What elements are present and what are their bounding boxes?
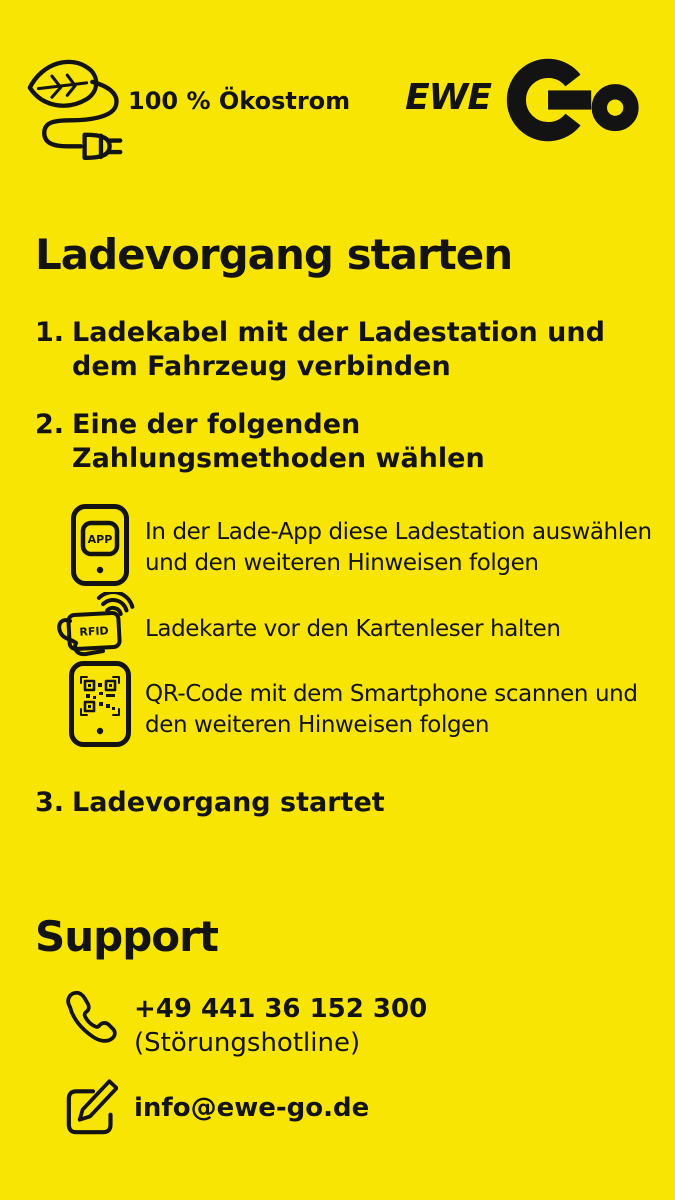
step-3-number: 3. [35, 787, 65, 818]
green-energy-leaf-plug-icon [25, 48, 125, 160]
step-1-text: Ladekabel mit der Ladestation und dem Fahrzeug verbinden [72, 317, 605, 382]
qr-phone-icon [68, 660, 132, 748]
email-compose-icon [58, 1078, 118, 1138]
step-2-text: Eine der folgenden Zahlungsmethoden wählen [72, 409, 485, 474]
logo-ewe-text: EWE [405, 76, 491, 118]
eco-power-label: 100 % Ökostrom [128, 87, 351, 115]
phone-label: (Störungshotline) [134, 1028, 361, 1058]
phone-number: +49 441 36 152 300 [134, 994, 428, 1024]
payment-method-app-text: In der Lade-App diese Ladestation auswählen und den weiteren Hinweisen folgen [145, 519, 652, 576]
rfid-card-icon [55, 592, 147, 658]
ewe-go-logo [405, 52, 642, 148]
support-title: Support [35, 912, 218, 961]
logo-go-mark [503, 52, 642, 148]
page-title: Ladevorgang starten [35, 230, 513, 279]
app-badge-label: APP [87, 533, 113, 546]
rfid-badge-label: RFID [79, 624, 109, 639]
phone-icon [58, 986, 118, 1046]
step-3-text: Ladevorgang startet [72, 787, 385, 818]
payment-method-rfid-text: Ladekarte vor den Kartenleser halten [145, 616, 561, 642]
step-1-number: 1. [35, 317, 65, 348]
app-phone-icon [70, 503, 130, 587]
step-2-number: 2. [35, 409, 65, 440]
support-phone [134, 992, 427, 1060]
payment-method-qr-text: QR-Code mit dem Smartphone scannen und den weiteren Hinweisen folgen [145, 681, 638, 738]
support-email: info@ewe-go.de [134, 1093, 370, 1123]
